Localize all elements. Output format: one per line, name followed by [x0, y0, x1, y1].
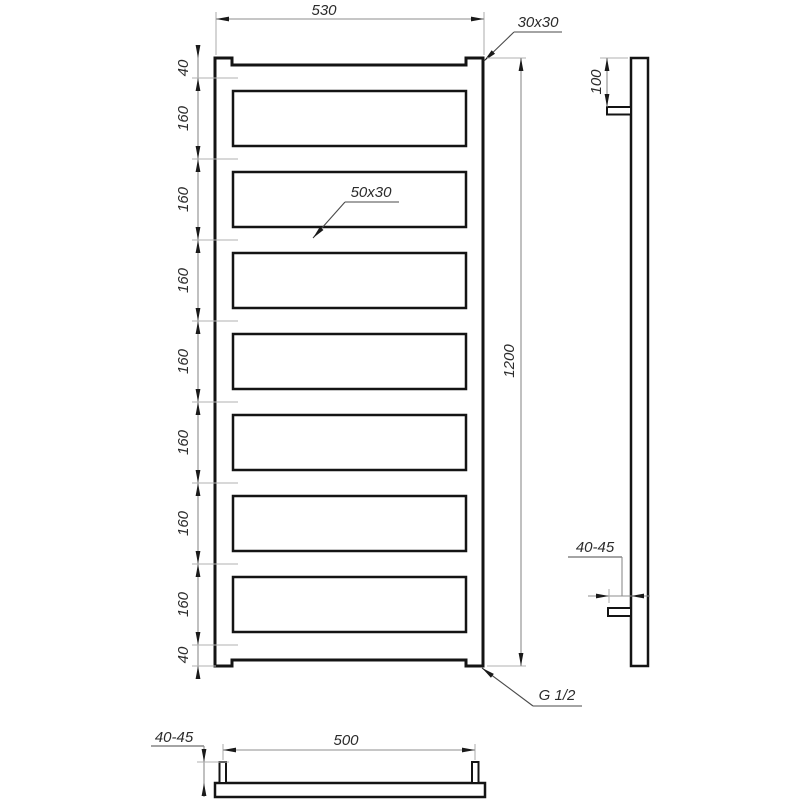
dim-bottom-gap-label: 40: [175, 646, 192, 664]
bottom-tube-profile: [215, 783, 485, 797]
dim-rung-gap-label-2: 160: [175, 186, 192, 213]
front-view: [215, 58, 483, 666]
dim-overall-height: [487, 58, 526, 666]
front-rung-opening-3: [233, 253, 466, 308]
dim-rung-gap-label-5: 160: [175, 429, 192, 456]
dim-rung-gap-label-6: 160: [175, 510, 192, 537]
dim-rung-gap-label-3: 160: [175, 267, 192, 294]
side-tube-profile: [631, 58, 648, 666]
bottom-bracket-pin-right: [472, 762, 479, 783]
dim-rung-gap-label-7: 160: [175, 591, 192, 618]
dim-bracket-span: [223, 732, 475, 760]
side-bracket-bottom: [608, 608, 631, 616]
dim-top-gap-label: 40: [175, 59, 192, 77]
dim-rung-gap-label-4: 160: [175, 348, 192, 375]
tube-size-label: 30x30: [517, 14, 559, 31]
dim-rung-spacing-chain: [175, 45, 238, 679]
dim-bracket-top-offset-label: 100: [588, 69, 605, 95]
side-view: [607, 58, 648, 666]
front-rung-opening-1: [233, 91, 466, 146]
bottom-bracket-pin-left: [220, 762, 227, 783]
front-rung-opening-2: [233, 172, 466, 227]
dim-overall-width-label: 530: [311, 2, 337, 19]
front-rung-opening-5: [233, 415, 466, 470]
bottom-view: [215, 762, 485, 797]
side-bracket-top: [607, 107, 631, 115]
thread-size-label: G 1/2: [538, 687, 576, 704]
dim-bracket-top-offset: [588, 58, 628, 107]
dim-wall-offset-side-label: 40-45: [575, 539, 615, 556]
dim-rung-gap-label-1: 160: [175, 105, 192, 132]
dim-overall-width: [216, 2, 484, 55]
dim-overall-height-label: 1200: [501, 344, 518, 378]
front-rung-opening-4: [233, 334, 466, 389]
front-rung-opening-7: [233, 577, 466, 632]
rung-size-label: 50x30: [350, 184, 392, 201]
leader-thread-size: [481, 666, 582, 706]
dim-bracket-span-label: 500: [333, 732, 359, 749]
dim-wall-offset-bottom-label: 40-45: [154, 729, 194, 746]
leader-tube-size: [482, 14, 562, 63]
front-rung-opening-6: [233, 496, 466, 551]
